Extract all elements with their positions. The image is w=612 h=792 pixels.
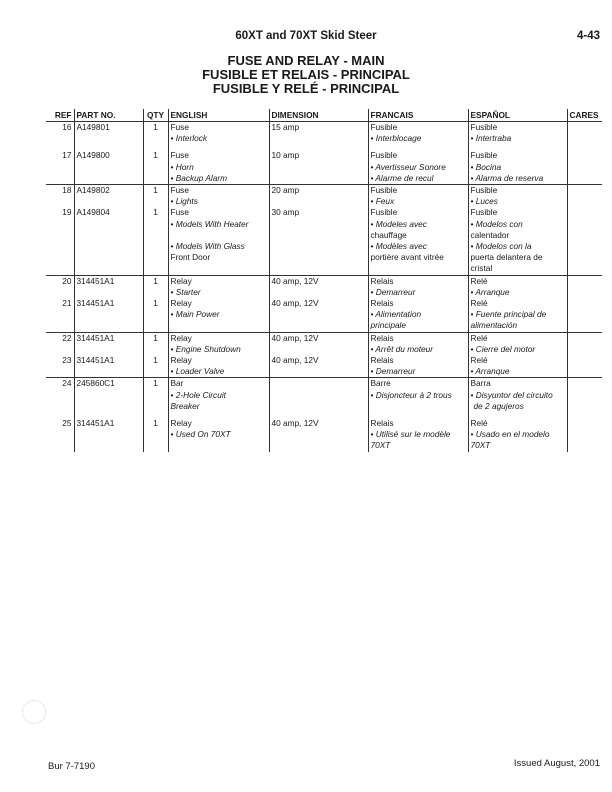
part-no-cell: 314451A1: [74, 332, 143, 355]
english-cell: [168, 332, 269, 355]
table-row: [46, 332, 602, 355]
part-no-cell: 314451A1: [74, 355, 143, 378]
part-no-cell: A149804: [74, 207, 143, 275]
espanol-subdesc: • Arranque: [470, 366, 510, 377]
francais-cell: [368, 355, 468, 378]
cares-cell: [567, 122, 602, 151]
english-subdesc: • 2-Hole Circuit: [170, 389, 226, 400]
francais-cell: [368, 332, 468, 355]
dimension-cell: 40 amp, 12V: [269, 332, 368, 355]
espanol-subdesc-cont: cristal: [470, 263, 493, 274]
espanol-desc: Relé: [470, 355, 488, 366]
dimension-cell: 10 amp: [269, 150, 368, 184]
table-row: [46, 378, 602, 418]
francais-cell: [368, 418, 468, 452]
francais-desc: Relais: [370, 298, 394, 309]
header-dimension: DIMENSION: [269, 109, 368, 122]
francais-desc: Relais: [370, 275, 394, 286]
qty-cell: 1: [143, 418, 168, 452]
qty-cell: 1: [143, 122, 168, 151]
ref-cell: 22: [46, 332, 74, 355]
espanol-desc: Fusible: [470, 150, 498, 161]
part-no-cell: A149801: [74, 122, 143, 151]
espanol-cell: [468, 185, 567, 208]
espanol-cell: [468, 207, 567, 275]
english-desc: Bar: [170, 378, 184, 389]
header-english: ENGLISH: [168, 109, 269, 122]
francais-subdesc: • Arrêt du moteur: [370, 343, 434, 354]
espanol-subdesc: • Luces: [470, 196, 498, 207]
dimension-cell: 40 amp, 12V: [269, 355, 368, 378]
qty-cell: 1: [143, 185, 168, 208]
english-subdesc: • Used On 70XT: [170, 429, 231, 440]
english-cell: [168, 122, 269, 151]
espanol-desc: Fusible: [470, 122, 498, 132]
dimension-cell: [269, 378, 368, 418]
francais-cell: [368, 207, 468, 275]
header-part-no: PART NO.: [74, 109, 143, 122]
part-no-cell: A149802: [74, 185, 143, 208]
francais-subdesc: • Modeles avec: [370, 218, 427, 229]
table-row: [46, 298, 602, 332]
table-row: [46, 355, 602, 378]
espanol-cell: [468, 418, 567, 452]
dimension-cell: 15 amp: [269, 122, 368, 151]
francais-subdesc: • Utilisé sur le modèle: [370, 429, 451, 440]
espanol-desc: Relé: [470, 418, 488, 429]
english-subdesc-cont: Front Door: [170, 252, 211, 263]
cares-cell: [567, 332, 602, 355]
english-desc: Relay: [170, 298, 192, 309]
cares-cell: [567, 418, 602, 452]
english-cell: [168, 298, 269, 332]
ref-cell: 16: [46, 122, 74, 151]
qty-cell: 1: [143, 298, 168, 332]
ref-cell: 20: [46, 275, 74, 298]
dimension-cell: 40 amp, 12V: [269, 275, 368, 298]
espanol-desc: Barra: [470, 378, 491, 389]
espanol-cell: [468, 150, 567, 184]
english-cell: [168, 418, 269, 452]
parts-table: [46, 109, 602, 452]
header-francais: FRANCAIS: [368, 109, 468, 122]
english-subdesc: • Loader Valve: [170, 366, 225, 377]
espanol-subdesc-cont: puerta delantera de: [470, 252, 543, 263]
english-desc: Relay: [170, 275, 192, 286]
dimension-cell: 30 amp: [269, 207, 368, 275]
english-cell: [168, 355, 269, 378]
english-desc: Fuse: [170, 122, 189, 132]
ref-cell: 24: [46, 378, 74, 418]
english-desc: Relay: [170, 332, 192, 343]
english-subdesc: • Models With Glass: [170, 241, 245, 252]
francais-subdesc: • Alimentation: [370, 309, 422, 320]
english-subdesc: • Main Power: [170, 309, 220, 320]
qty-cell: 1: [143, 150, 168, 184]
francais-cell: [368, 185, 468, 208]
header-ref: REF: [46, 109, 74, 122]
francais-subdesc: • Demarreur: [370, 366, 416, 377]
espanol-subdesc: • Usado en el modelo: [470, 429, 550, 440]
header-espanol: ESPAÑOL: [468, 109, 567, 122]
qty-cell: 1: [143, 275, 168, 298]
francais-desc: Fusible: [370, 150, 398, 161]
table-header-row: [46, 109, 602, 122]
espanol-subdesc-cont: calentador: [470, 229, 510, 240]
espanol-desc: Relé: [470, 332, 488, 343]
english-cell: [168, 150, 269, 184]
francais-subdesc: • Interblocage: [370, 133, 422, 144]
document-title: 60XT and 70XT Skid Steer: [235, 30, 377, 42]
ref-cell: 21: [62, 298, 72, 309]
table-row: [46, 418, 602, 452]
part-no-cell: 314451A1: [74, 298, 143, 332]
ref-cell: 25: [62, 418, 72, 429]
qty-cell: 1: [143, 378, 168, 418]
francais-subdesc: • Modèles avec: [370, 241, 427, 252]
section-title-french: FUSIBLE ET RELAIS - PRINCIPAL: [202, 67, 410, 82]
english-cell: [168, 207, 269, 275]
cares-cell: [567, 207, 602, 275]
francais-subdesc-cont: portière avant vitrée: [370, 252, 444, 263]
english-subdesc: • Backup Alarm: [170, 172, 228, 183]
english-cell: [168, 185, 269, 208]
table-row: [46, 275, 602, 298]
espanol-subdesc: • Bocina: [470, 161, 502, 172]
francais-cell: [368, 150, 468, 184]
ref-cell: 17: [62, 150, 72, 161]
table-row: [46, 207, 602, 275]
dimension-cell: 40 amp, 12V: [269, 298, 368, 332]
table-row: [46, 122, 602, 151]
francais-desc: Fusible: [370, 185, 398, 196]
espanol-subdesc: • Modelos con: [470, 218, 523, 229]
francais-cell: [368, 275, 468, 298]
ref-cell: 19: [62, 207, 72, 218]
table-row: [46, 150, 602, 184]
cares-cell: [567, 275, 602, 298]
part-no-cell: 314451A1: [74, 275, 143, 298]
section-title-spanish: FUSIBLE Y RELÉ - PRINCIPAL: [212, 81, 400, 96]
francais-subdesc-cont: principale: [370, 320, 407, 331]
dimension-cell: 20 amp: [269, 185, 368, 208]
cares-cell: [567, 150, 602, 184]
francais-desc: Barre: [370, 378, 391, 389]
section-title-english: FUSE AND RELAY - MAIN: [227, 53, 385, 68]
header-cares: CARES: [567, 109, 602, 122]
table-row: [46, 185, 602, 208]
espanol-subdesc-cont: de 2 agujeros: [473, 400, 524, 411]
qty-cell: 1: [143, 332, 168, 355]
francais-desc: Relais: [370, 332, 394, 343]
cares-cell: [567, 298, 602, 332]
espanol-subdesc-cont: alimentación: [470, 320, 518, 331]
header-qty: QTY: [143, 109, 168, 122]
english-subdesc-cont: Breaker: [170, 400, 200, 411]
francais-desc: Relais: [370, 355, 394, 366]
espanol-subdesc: • Intertraba: [470, 133, 512, 144]
dimension-cell: 40 amp, 12V: [269, 418, 368, 452]
english-cell: [168, 378, 269, 418]
espanol-subdesc: • Modelos con la: [470, 241, 532, 252]
francais-subdesc: • Feux: [370, 196, 395, 207]
cares-cell: [567, 185, 602, 208]
qty-cell: 1: [143, 355, 168, 378]
francais-desc: Relais: [370, 418, 394, 429]
punch-hole-mark: [22, 700, 46, 724]
english-desc: Relay: [170, 418, 192, 429]
issue-date: Issued August, 2001: [513, 758, 600, 769]
francais-cell: [368, 122, 468, 151]
espanol-desc: Relé: [470, 298, 488, 309]
francais-subdesc-cont: 70XT: [370, 440, 391, 451]
ref-cell: 23: [62, 355, 72, 366]
francais-cell: [368, 298, 468, 332]
cares-cell: [567, 378, 602, 418]
part-no-cell: 314451A1: [74, 418, 143, 452]
cares-cell: [567, 355, 602, 378]
francais-subdesc-cont: chauffage: [370, 229, 407, 240]
francais-subdesc: • Disjoncteur à 2 trous: [370, 389, 452, 400]
english-desc: Fuse: [170, 207, 189, 218]
english-desc: Relay: [170, 355, 192, 366]
english-subdesc: • Interlock: [170, 133, 208, 144]
espanol-cell: [468, 332, 567, 355]
english-subdesc: • Engine Shutdown: [170, 343, 241, 354]
francais-subdesc: • Alarme de recul: [370, 172, 434, 183]
part-no-cell: A149800: [74, 150, 143, 184]
espanol-subdesc: • Cierre del motor: [470, 343, 536, 354]
english-subdesc: • Starter: [170, 286, 201, 297]
qty-cell: 1: [143, 207, 168, 275]
page-number: 4-43: [576, 30, 600, 42]
francais-subdesc: • Demarreur: [370, 286, 416, 297]
english-desc: Fuse: [170, 185, 189, 196]
ref-cell: 18: [46, 185, 74, 208]
document-number: Bur 7-7190: [48, 761, 96, 772]
francais-subdesc: • Avertisseur Sonore: [370, 161, 446, 172]
english-cell: [168, 275, 269, 298]
espanol-desc: Fusible: [470, 207, 498, 218]
espanol-desc: Fusible: [470, 185, 498, 196]
espanol-cell: [468, 378, 567, 418]
espanol-cell: [468, 275, 567, 298]
espanol-subdesc: • Fuente principal de: [470, 309, 547, 320]
espanol-cell: [468, 298, 567, 332]
part-no-cell: 245860C1: [74, 378, 143, 418]
english-subdesc: • Models With Heater: [170, 218, 249, 229]
francais-desc: Fusible: [370, 122, 398, 132]
english-desc: Fuse: [170, 150, 189, 161]
english-subdesc: • Horn: [170, 161, 194, 172]
espanol-cell: [468, 122, 567, 151]
espanol-subdesc-cont: 70XT: [470, 440, 491, 451]
francais-desc: Fusible: [370, 207, 398, 218]
espanol-subdesc: • Arranque: [470, 286, 510, 297]
espanol-subdesc: • Disyuntor del circuito: [470, 389, 553, 400]
francais-cell: [368, 378, 468, 418]
english-subdesc: • Lights: [170, 196, 198, 207]
espanol-desc: Relé: [470, 275, 488, 286]
section-title: [0, 54, 612, 96]
espanol-cell: [468, 355, 567, 378]
espanol-subdesc: • Alarma de reserva: [470, 172, 544, 183]
